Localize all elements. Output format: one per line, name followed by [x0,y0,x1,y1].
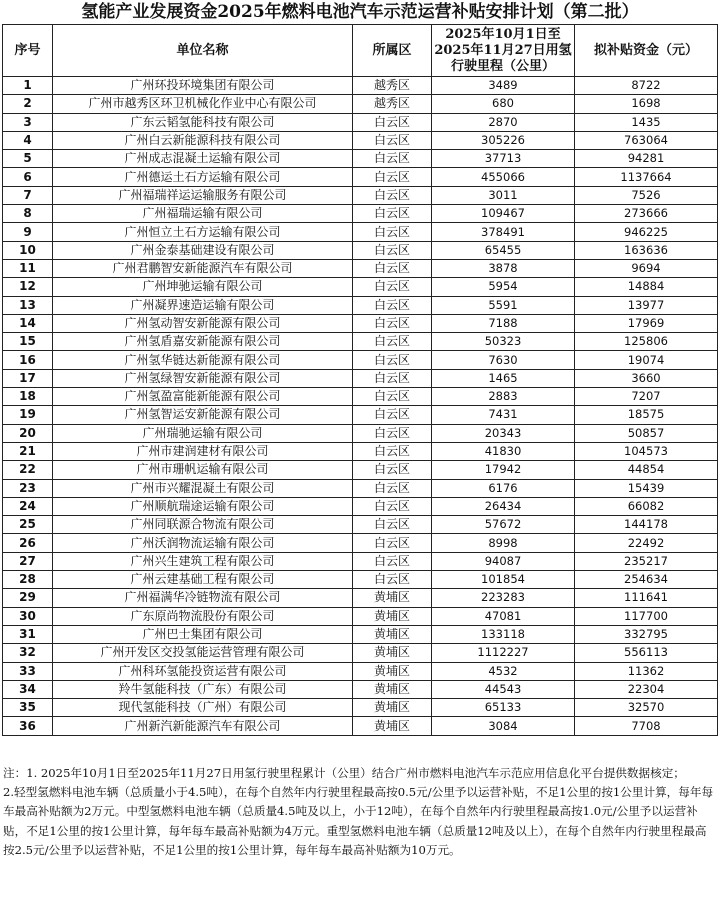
cell-subsidy: 44854 [575,461,718,479]
cell-subsidy: 32570 [575,699,718,717]
cell-name: 广州恒立土石方运输有限公司 [53,223,353,241]
table-row [3,186,718,204]
cell-mileage: 3878 [432,259,575,277]
cell-mileage: 7188 [432,314,575,332]
cell-name: 广州氢绿智安新能源有限公司 [53,369,353,387]
table-row [3,369,718,387]
cell-no: 3 [3,113,53,131]
note-1: 注：1. 2025年10月1日至2025年11月27日用氢行驶里程累计（公里）结合广州市燃料电池汽车示范应用信息化平台提供数据核定； [3,766,685,780]
table-row [3,699,718,717]
cell-subsidy: 50857 [575,424,718,442]
header-no: 序号 [3,25,53,77]
cell-mileage: 7630 [432,351,575,369]
table-row [3,571,718,589]
cell-district: 白云区 [353,314,432,332]
table-row [3,95,718,113]
cell-name: 广东云韬氢能科技有限公司 [53,113,353,131]
cell-mileage: 50323 [432,333,575,351]
cell-mileage: 8998 [432,534,575,552]
cell-mileage: 101854 [432,571,575,589]
cell-district: 白云区 [353,424,432,442]
table-row [3,461,718,479]
cell-subsidy: 19074 [575,351,718,369]
cell-no: 11 [3,259,53,277]
cell-name: 广东原尚物流股份有限公司 [53,607,353,625]
cell-name: 广州兴生建筑工程有限公司 [53,552,353,570]
cell-subsidy: 111641 [575,589,718,607]
cell-name: 广州凝界速造运输有限公司 [53,296,353,314]
cell-name: 广州开发区交投氢能运营管理有限公司 [53,644,353,662]
cell-no: 14 [3,314,53,332]
cell-name: 广州瑞驰运输有限公司 [53,424,353,442]
cell-district: 黄埔区 [353,625,432,643]
cell-mileage: 26434 [432,497,575,515]
cell-district: 白云区 [353,113,432,131]
table-row [3,168,718,186]
cell-name: 广州新汽新能源汽车有限公司 [53,717,353,735]
cell-district: 越秀区 [353,77,432,95]
cell-subsidy: 13977 [575,296,718,314]
cell-district: 白云区 [353,131,432,149]
cell-subsidy: 7708 [575,717,718,735]
cell-mileage: 41830 [432,442,575,460]
table-row [3,351,718,369]
table-row [3,241,718,259]
cell-mileage: 3489 [432,77,575,95]
cell-mileage: 109467 [432,205,575,223]
cell-name: 广州君鹏智安新能源汽车有限公司 [53,259,353,277]
table-row [3,680,718,698]
cell-mileage: 37713 [432,150,575,168]
cell-no: 23 [3,479,53,497]
table-row [3,479,718,497]
table-row [3,259,718,277]
cell-no: 7 [3,186,53,204]
cell-mileage: 65455 [432,241,575,259]
table-row [3,77,718,95]
cell-mileage: 4532 [432,662,575,680]
cell-subsidy: 125806 [575,333,718,351]
table-row [3,717,718,735]
cell-name: 广州云建基础工程有限公司 [53,571,353,589]
header-name: 单位名称 [53,25,353,77]
cell-district: 白云区 [353,552,432,570]
table-row [3,205,718,223]
cell-subsidy: 94281 [575,150,718,168]
cell-mileage: 133118 [432,625,575,643]
cell-mileage: 7431 [432,406,575,424]
cell-mileage: 94087 [432,552,575,570]
cell-district: 白云区 [353,241,432,259]
cell-district: 白云区 [353,333,432,351]
cell-subsidy: 946225 [575,223,718,241]
cell-subsidy: 11362 [575,662,718,680]
table-row [3,223,718,241]
cell-no: 33 [3,662,53,680]
cell-no: 4 [3,131,53,149]
cell-name: 广州成志混凝土运输有限公司 [53,150,353,168]
cell-subsidy: 117700 [575,607,718,625]
cell-no: 13 [3,296,53,314]
cell-name: 羚牛氢能科技（广东）有限公司 [53,680,353,698]
cell-name: 广州坤驰运输有限公司 [53,278,353,296]
cell-district: 白云区 [353,223,432,241]
table-row [3,314,718,332]
cell-mileage: 47081 [432,607,575,625]
cell-no: 8 [3,205,53,223]
table-row [3,424,718,442]
cell-mileage: 3011 [432,186,575,204]
cell-mileage: 2870 [432,113,575,131]
cell-subsidy: 14884 [575,278,718,296]
cell-name: 广州同联源合物流有限公司 [53,516,353,534]
cell-no: 20 [3,424,53,442]
table-row [3,497,718,515]
cell-subsidy: 254634 [575,571,718,589]
table-row [3,333,718,351]
cell-mileage: 44543 [432,680,575,698]
cell-no: 1 [3,77,53,95]
cell-subsidy: 22304 [575,680,718,698]
cell-subsidy: 7526 [575,186,718,204]
cell-subsidy: 235217 [575,552,718,570]
cell-no: 5 [3,150,53,168]
cell-name: 广州市建润建材有限公司 [53,442,353,460]
cell-subsidy: 1698 [575,95,718,113]
cell-no: 19 [3,406,53,424]
cell-mileage: 3084 [432,717,575,735]
cell-district: 白云区 [353,388,432,406]
table-row [3,644,718,662]
cell-district: 白云区 [353,406,432,424]
cell-subsidy: 1435 [575,113,718,131]
cell-district: 白云区 [353,351,432,369]
cell-name: 广州氢动智安新能源有限公司 [53,314,353,332]
cell-no: 9 [3,223,53,241]
cell-mileage: 305226 [432,131,575,149]
cell-no: 18 [3,388,53,406]
cell-mileage: 378491 [432,223,575,241]
cell-district: 黄埔区 [353,662,432,680]
cell-no: 27 [3,552,53,570]
table-row [3,406,718,424]
cell-district: 黄埔区 [353,680,432,698]
table-row [3,388,718,406]
cell-no: 16 [3,351,53,369]
cell-mileage: 5591 [432,296,575,314]
cell-district: 白云区 [353,186,432,204]
header-district: 所属区 [353,25,432,77]
cell-mileage: 1465 [432,369,575,387]
cell-mileage: 1112227 [432,644,575,662]
cell-mileage: 2883 [432,388,575,406]
header-subsidy: 拟补贴资金（元） [575,25,718,77]
cell-no: 30 [3,607,53,625]
table-row [3,278,718,296]
cell-district: 白云区 [353,497,432,515]
cell-subsidy: 104573 [575,442,718,460]
subsidy-table [2,24,718,736]
cell-no: 2 [3,95,53,113]
cell-subsidy: 3660 [575,369,718,387]
cell-district: 白云区 [353,259,432,277]
cell-subsidy: 1137664 [575,168,718,186]
cell-name: 广州顺航瑞途运输有限公司 [53,497,353,515]
cell-no: 34 [3,680,53,698]
cell-no: 28 [3,571,53,589]
cell-no: 22 [3,461,53,479]
cell-district: 白云区 [353,571,432,589]
table-row [3,296,718,314]
table-row [3,516,718,534]
cell-mileage: 680 [432,95,575,113]
cell-no: 36 [3,717,53,735]
cell-district: 白云区 [353,479,432,497]
table-row [3,589,718,607]
cell-subsidy: 22492 [575,534,718,552]
table-body [3,77,718,736]
cell-no: 31 [3,625,53,643]
cell-name: 广州金泰基础建设有限公司 [53,241,353,259]
cell-name: 广州沃润物流运输有限公司 [53,534,353,552]
cell-no: 26 [3,534,53,552]
table-row [3,113,718,131]
cell-district: 黄埔区 [353,607,432,625]
cell-name: 广州德运土石方运输有限公司 [53,168,353,186]
cell-mileage: 223283 [432,589,575,607]
notes [3,764,715,860]
note-2: 2.轻型氢燃料电池车辆（总质量小于4.5吨），在每个自然年内行驶里程最高按0.5元/公里予以运营补贴，不足1公里的按1公里计算，每年每车最高补贴额为2万元。中型氢燃料电池车辆（总质量4.5吨及以上，小于12吨），在每个自然年内行驶里程最高按1.0元/公里予以运营补贴，不足1公里的按1公里计算，每年每车最高补贴额为4万元。重型氢燃料电池车辆（总质量12吨及以上），在每个自然年内行驶里程最高按2.5元/公里予以运营补贴，不足1公里的按1公里计算，每年每车最高补贴额为10万元。 [3,785,714,857]
cell-mileage: 17942 [432,461,575,479]
cell-subsidy: 332795 [575,625,718,643]
cell-subsidy: 144178 [575,516,718,534]
cell-name: 广州氢盈富能新能源有限公司 [53,388,353,406]
cell-district: 白云区 [353,516,432,534]
cell-mileage: 65133 [432,699,575,717]
cell-name: 广州环投环境集团有限公司 [53,77,353,95]
cell-no: 15 [3,333,53,351]
cell-mileage: 20343 [432,424,575,442]
table-header-row [3,25,718,77]
cell-district: 白云区 [353,150,432,168]
cell-no: 32 [3,644,53,662]
cell-no: 6 [3,168,53,186]
cell-no: 35 [3,699,53,717]
cell-mileage: 6176 [432,479,575,497]
cell-subsidy: 163636 [575,241,718,259]
cell-subsidy: 556113 [575,644,718,662]
cell-name: 广州白云新能源科技有限公司 [53,131,353,149]
cell-name: 广州氢华链达新能源有限公司 [53,351,353,369]
cell-district: 黄埔区 [353,717,432,735]
cell-mileage: 57672 [432,516,575,534]
cell-subsidy: 273666 [575,205,718,223]
cell-subsidy: 9694 [575,259,718,277]
cell-subsidy: 7207 [575,388,718,406]
cell-district: 白云区 [353,278,432,296]
cell-district: 越秀区 [353,95,432,113]
cell-district: 黄埔区 [353,644,432,662]
cell-name: 广州市越秀区环卫机械化作业中心有限公司 [53,95,353,113]
cell-name: 广州巴士集团有限公司 [53,625,353,643]
cell-name: 广州科环氢能投资运营有限公司 [53,662,353,680]
cell-subsidy: 15439 [575,479,718,497]
page-title: 氢能产业发展资金2025年燃料电池汽车示范运营补贴安排计划（第二批） [81,2,639,22]
cell-name: 广州氢盾嘉安新能源有限公司 [53,333,353,351]
cell-name: 广州福瑞祥运运输服务有限公司 [53,186,353,204]
cell-district: 黄埔区 [353,589,432,607]
cell-no: 25 [3,516,53,534]
cell-mileage: 5954 [432,278,575,296]
table-row [3,607,718,625]
cell-subsidy: 17969 [575,314,718,332]
cell-district: 白云区 [353,369,432,387]
table-row [3,625,718,643]
table-row [3,552,718,570]
cell-no: 29 [3,589,53,607]
cell-subsidy: 66082 [575,497,718,515]
cell-mileage: 455066 [432,168,575,186]
table-row [3,150,718,168]
cell-district: 白云区 [353,296,432,314]
cell-no: 12 [3,278,53,296]
cell-name: 广州氢智运安新能源有限公司 [53,406,353,424]
cell-district: 白云区 [353,205,432,223]
cell-name: 广州福瑞运输有限公司 [53,205,353,223]
table-row [3,131,718,149]
table-row [3,442,718,460]
cell-name: 广州市珊帆运输有限公司 [53,461,353,479]
cell-name: 现代氢能科技（广州）有限公司 [53,699,353,717]
cell-district: 黄埔区 [353,699,432,717]
cell-name: 广州市兴耀混凝土有限公司 [53,479,353,497]
cell-no: 21 [3,442,53,460]
cell-no: 24 [3,497,53,515]
cell-district: 白云区 [353,442,432,460]
cell-no: 17 [3,369,53,387]
cell-subsidy: 8722 [575,77,718,95]
cell-name: 广州福满华冷链物流有限公司 [53,589,353,607]
header-mileage: 2025年10月1日至2025年11月27日用氢行驶里程（公里） [432,25,575,77]
cell-district: 白云区 [353,168,432,186]
cell-subsidy: 763064 [575,131,718,149]
cell-district: 白云区 [353,461,432,479]
table-row [3,534,718,552]
cell-no: 10 [3,241,53,259]
cell-subsidy: 18575 [575,406,718,424]
cell-district: 白云区 [353,534,432,552]
table-row [3,662,718,680]
